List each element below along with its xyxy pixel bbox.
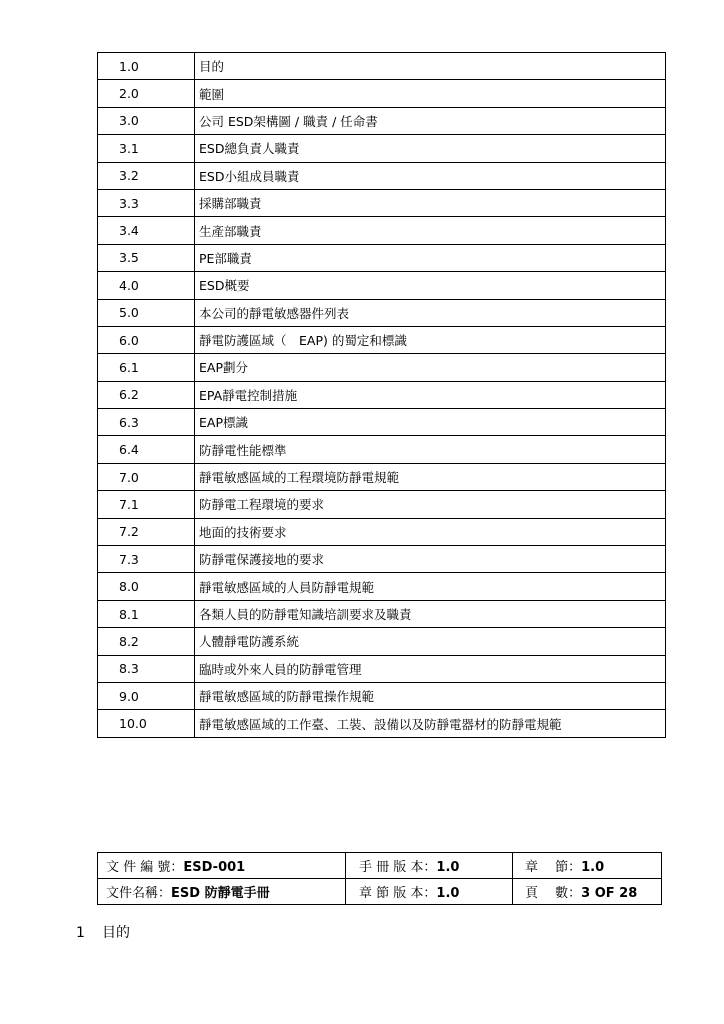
section-heading-number: 1 <box>76 925 85 941</box>
manual-version-value: 1.0 <box>436 860 460 875</box>
toc-title: 靜電敏感區域的工作臺、工裝、設備以及防靜電器材的防靜電規範 <box>195 710 666 737</box>
page-count-cell <box>513 879 662 905</box>
section-version-label: 章 節 版 本： <box>359 886 437 901</box>
doc-number-label: 文 件 編 號： <box>106 860 184 875</box>
toc-number: 4.0 <box>98 272 195 299</box>
toc-row <box>98 655 666 682</box>
manual-version-label: 手 冊 版 本： <box>359 860 437 875</box>
toc-number: 8.1 <box>98 600 195 627</box>
toc-number: 3.5 <box>98 244 195 271</box>
toc-title: EPA靜電控制措施 <box>195 381 666 408</box>
toc-row <box>98 326 666 353</box>
toc-row <box>98 53 666 80</box>
toc-number: 8.0 <box>98 573 195 600</box>
toc-title: 人體靜電防護系統 <box>195 628 666 655</box>
doc-number-value: ESD-001 <box>183 860 246 875</box>
toc-row <box>98 710 666 737</box>
toc-number: 2.0 <box>98 80 195 107</box>
toc-title: EAP標識 <box>195 409 666 436</box>
page-count-label: 頁 數： <box>525 886 582 901</box>
toc-number: 7.1 <box>98 491 195 518</box>
toc-title: 生產部職責 <box>195 217 666 244</box>
section-version-value: 1.0 <box>436 886 460 901</box>
toc-title: 防靜電工程環境的要求 <box>195 491 666 518</box>
document-info-footer <box>97 852 662 905</box>
toc-number: 8.2 <box>98 628 195 655</box>
toc-title: ESD概要 <box>195 272 666 299</box>
toc-row <box>98 546 666 573</box>
section-heading <box>76 922 130 942</box>
page-count-value: 3 OF 28 <box>581 886 638 901</box>
toc-row <box>98 107 666 134</box>
toc-row <box>98 162 666 189</box>
toc-number: 3.2 <box>98 162 195 189</box>
toc-number: 7.3 <box>98 546 195 573</box>
toc-row <box>98 409 666 436</box>
toc-number: 5.0 <box>98 299 195 326</box>
toc-row <box>98 600 666 627</box>
toc-row <box>98 573 666 600</box>
toc-title: 公司 ESD架構圖 / 職責 / 任命書 <box>195 107 666 134</box>
toc-number: 8.3 <box>98 655 195 682</box>
toc-row <box>98 299 666 326</box>
toc-number: 6.0 <box>98 326 195 353</box>
toc-title: 防靜電性能標準 <box>195 436 666 463</box>
toc-number: 7.0 <box>98 463 195 490</box>
chapter-label: 章 節： <box>525 860 582 875</box>
chapter-cell <box>513 853 662 879</box>
toc-row <box>98 354 666 381</box>
toc-row <box>98 436 666 463</box>
doc-name-cell <box>98 879 346 905</box>
toc-row <box>98 463 666 490</box>
toc-row <box>98 217 666 244</box>
section-version-cell <box>346 879 513 905</box>
toc-row <box>98 135 666 162</box>
toc-title: 靜電敏感區域的工程環境防靜電規範 <box>195 463 666 490</box>
toc-row <box>98 491 666 518</box>
doc-number-cell <box>98 853 346 879</box>
toc-row <box>98 244 666 271</box>
toc-number: 7.2 <box>98 518 195 545</box>
toc-number: 3.4 <box>98 217 195 244</box>
toc-number: 10.0 <box>98 710 195 737</box>
toc-number: 6.3 <box>98 409 195 436</box>
toc-title: 本公司的靜電敏感器件列表 <box>195 299 666 326</box>
doc-name-label: 文件名稱： <box>106 886 172 901</box>
toc-row <box>98 628 666 655</box>
toc-row <box>98 682 666 709</box>
toc-number: 3.1 <box>98 135 195 162</box>
toc-title: 防靜電保護接地的要求 <box>195 546 666 573</box>
section-heading-title: 目的 <box>102 925 130 941</box>
toc-row <box>98 189 666 216</box>
toc-number: 6.2 <box>98 381 195 408</box>
footer-row-2 <box>98 879 662 905</box>
doc-name-value: ESD 防靜電手冊 <box>171 886 270 901</box>
toc-title: 靜電防護區域（ EAP) 的蜀定和標識 <box>195 326 666 353</box>
toc-row <box>98 80 666 107</box>
toc-title: 目的 <box>195 53 666 80</box>
table-of-contents <box>97 52 666 738</box>
toc-title: 採購部職責 <box>195 189 666 216</box>
chapter-value: 1.0 <box>581 860 605 875</box>
toc-number: 6.1 <box>98 354 195 381</box>
toc-title: 臨時或外來人員的防靜電管理 <box>195 655 666 682</box>
toc-title: EAP劃分 <box>195 354 666 381</box>
toc-row <box>98 272 666 299</box>
toc-title: 靜電敏感區域的防靜電操作規範 <box>195 682 666 709</box>
toc-title: 各類人員的防靜電知識培訓要求及職責 <box>195 600 666 627</box>
toc-title: 地面的技術要求 <box>195 518 666 545</box>
toc-body <box>98 53 666 738</box>
toc-title: ESD小組成員職責 <box>195 162 666 189</box>
toc-row <box>98 518 666 545</box>
toc-number: 9.0 <box>98 682 195 709</box>
toc-row <box>98 381 666 408</box>
toc-title: 範圍 <box>195 80 666 107</box>
toc-number: 6.4 <box>98 436 195 463</box>
toc-title: PE部職責 <box>195 244 666 271</box>
toc-title: ESD總負責人職責 <box>195 135 666 162</box>
toc-number: 3.0 <box>98 107 195 134</box>
manual-version-cell <box>346 853 513 879</box>
footer-row-1 <box>98 853 662 879</box>
toc-number: 1.0 <box>98 53 195 80</box>
toc-number: 3.3 <box>98 189 195 216</box>
toc-title: 靜電敏感區域的人員防靜電規範 <box>195 573 666 600</box>
